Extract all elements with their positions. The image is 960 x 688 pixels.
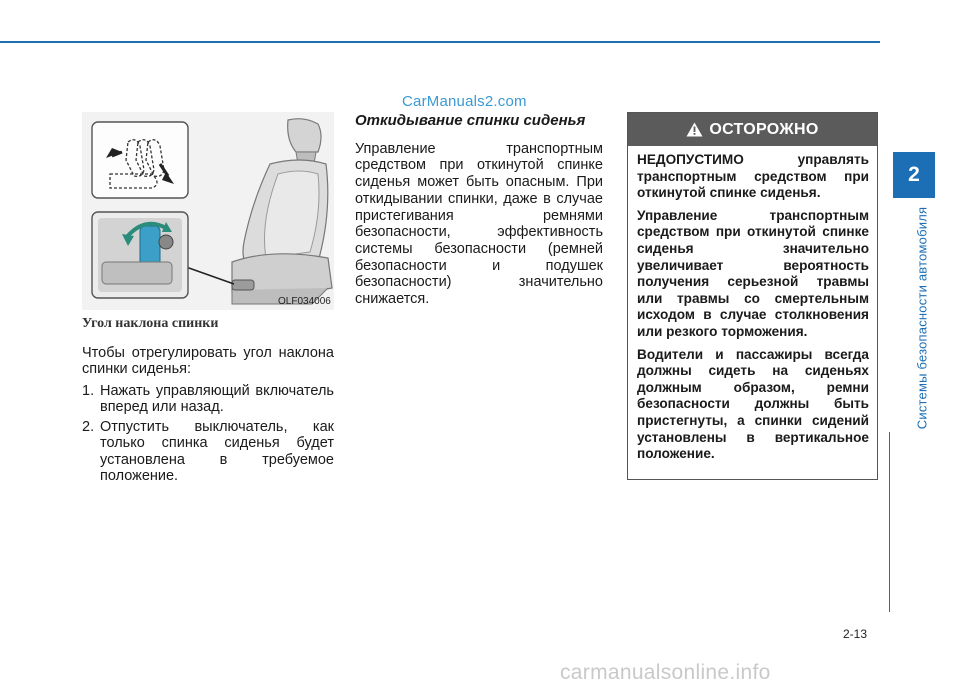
warning-paragraph: Управление транспортным средством при откинутой спинке сиденья значительно увеличивает вероятность получения серьезной травмы или травмы со смертельным исходом в случае столкновения или резкого торможения. <box>637 207 869 339</box>
warning-header <box>628 113 877 146</box>
step-item <box>82 383 334 416</box>
recline-steps <box>82 383 334 485</box>
watermark-top[interactable]: CarManuals2.com <box>402 93 527 110</box>
recline-section <box>82 316 334 488</box>
seat-illustration <box>82 112 334 310</box>
chapter-title-text: Системы безопасности автомобиля <box>914 206 930 430</box>
warning-paragraph: НЕДОПУСТИМО управлять транспортным средством при откинутой спинке сиденья. <box>637 152 869 201</box>
recline-heading: Угол наклона спинки <box>82 316 219 331</box>
recline-intro: Чтобы отрегулировать угол наклона спинки сиденья: <box>82 344 334 377</box>
watermark-bottom[interactable]: carmanualsonline.info <box>560 661 771 684</box>
reclined-seat-section <box>355 113 603 308</box>
page-number: 2-13 <box>843 627 868 641</box>
side-rule <box>889 432 890 612</box>
step-number: 2. <box>82 418 95 435</box>
chapter-title <box>914 206 930 430</box>
warning-body <box>628 146 877 463</box>
reclined-body: Управление транспортным средством при откинутой спинке сиденья может быть опасным. При откидывании спинки, даже в случае пристегивания ремнями безопасности, эффективность системы безопасности (ремней безопасности и подушек безопасности) значительно снижается. <box>355 140 603 308</box>
figure-code: OLF034006 <box>278 296 331 307</box>
warning-icon <box>686 122 703 137</box>
switch-inset <box>92 212 188 298</box>
step-number: 1. <box>82 382 95 399</box>
step-text: Отпустить выключатель, как только спинка сиденья будет установлена в требуемое положение. <box>100 418 334 484</box>
seat-image <box>82 112 334 310</box>
step-text: Нажать управляющий включатель вперед или назад. <box>100 382 334 415</box>
warning-box <box>627 112 878 480</box>
chapter-tab: 2 <box>893 152 935 198</box>
warning-title: ОСТОРОЖНО <box>709 120 819 138</box>
seat-drawing <box>232 119 332 304</box>
warning-paragraph: Водители и пассажиры всегда должны сидеть на сиденьях должным образом, ремни безопасности должны быть пристегнуты, а спинки сидений установлены в вертикальное положение. <box>637 346 869 462</box>
recline-inset <box>92 122 188 198</box>
header-rule <box>0 41 880 43</box>
reclined-heading: Откидывание спинки сиденья <box>355 112 586 129</box>
step-item <box>82 419 334 485</box>
